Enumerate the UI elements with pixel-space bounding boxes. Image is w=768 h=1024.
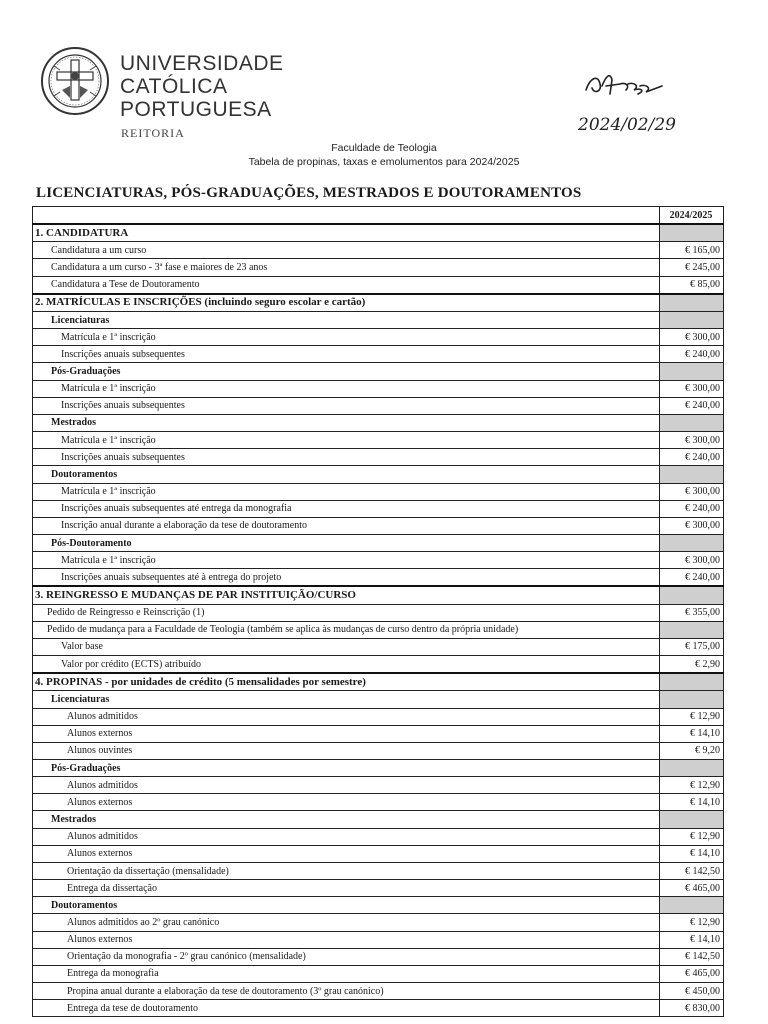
row-value [660, 311, 724, 328]
row-label: 4. PROPINAS - por unidades de crédito (5 mensalidades por semestre) [33, 673, 660, 691]
row-value [660, 621, 724, 638]
year-header-cell: 2024/2025 [660, 207, 724, 225]
row-label: Alunos externos [33, 845, 660, 862]
subsection-row [33, 466, 724, 483]
row-label: Pós-Graduações [33, 363, 660, 380]
row-label: Entrega da tese de doutoramento [33, 1000, 660, 1017]
handwritten-signature-and-date [576, 60, 716, 140]
row-value: € 465,00 [660, 880, 724, 897]
table-row [33, 983, 724, 1000]
row-label: Pós-Doutoramento [33, 534, 660, 551]
table-row [33, 777, 724, 794]
row-label: 1. CANDIDATURA [33, 224, 660, 242]
row-label: Alunos externos [33, 794, 660, 811]
row-label: Matrícula e 1ª inscrição [33, 483, 660, 500]
row-label: Propina anual durante a elaboração da tese de doutoramento (3º grau canónico) [33, 983, 660, 1000]
row-value: € 14,10 [660, 725, 724, 742]
row-label: Orientação da dissertação (mensalidade) [33, 862, 660, 879]
row-label: Doutoramentos [33, 466, 660, 483]
row-value: € 830,00 [660, 1000, 724, 1017]
table-row [33, 880, 724, 897]
row-label: Licenciaturas [33, 311, 660, 328]
row-value: € 300,00 [660, 517, 724, 534]
row-value: € 175,00 [660, 638, 724, 655]
section-header-row [33, 294, 724, 312]
table-row [33, 604, 724, 621]
section-header-row [33, 224, 724, 242]
table-row [33, 931, 724, 948]
row-label: Inscrições anuais subsequentes [33, 449, 660, 466]
row-value: € 355,00 [660, 604, 724, 621]
table-row [33, 397, 724, 414]
section-header-row [33, 673, 724, 691]
row-label: Matrícula e 1ª inscrição [33, 432, 660, 449]
row-label: Alunos externos [33, 931, 660, 948]
row-value: € 300,00 [660, 552, 724, 569]
row-value [660, 363, 724, 380]
row-label: Inscrições anuais subsequentes até à entrega do projeto [33, 569, 660, 587]
table-row [33, 276, 724, 294]
table-row [33, 845, 724, 862]
row-value: € 142,50 [660, 948, 724, 965]
section-header-row [33, 586, 724, 604]
row-value [660, 294, 724, 312]
row-label: Candidatura a Tese de Doutoramento [33, 276, 660, 294]
row-label: 3. REINGRESSO E MUDANÇAS DE PAR INSTITUIÇÃO/CURSO [33, 586, 660, 604]
table-row [33, 862, 724, 879]
table-row [33, 621, 724, 638]
table-subtitle: Tabela de propinas, taxas e emolumentos para 2024/2025 [248, 156, 520, 168]
subsection-row [33, 691, 724, 708]
table-row [33, 1000, 724, 1017]
subsection-row [33, 811, 724, 828]
header-label-cell [33, 207, 660, 225]
row-value [660, 673, 724, 691]
table-row [33, 794, 724, 811]
table-row [33, 329, 724, 346]
table-row [33, 708, 724, 725]
row-label: Inscrições anuais subsequentes [33, 346, 660, 363]
table-row [33, 259, 724, 276]
table-row [33, 242, 724, 259]
table-row [33, 569, 724, 587]
row-value: € 14,10 [660, 794, 724, 811]
row-label: Alunos externos [33, 725, 660, 742]
row-label: Mestrados [33, 811, 660, 828]
row-value: € 240,00 [660, 449, 724, 466]
table-row [33, 517, 724, 534]
row-label: Valor base [33, 638, 660, 655]
row-label: Alunos admitidos [33, 708, 660, 725]
row-value: € 12,90 [660, 708, 724, 725]
reitoria-label: REITORIA [121, 126, 185, 140]
table-row [33, 965, 724, 982]
table-row [33, 500, 724, 517]
table-row [33, 552, 724, 569]
row-label: Inscrição anual durante a elaboração da tese de doutoramento [33, 517, 660, 534]
table-row [33, 483, 724, 500]
row-value [660, 586, 724, 604]
row-value: € 14,10 [660, 845, 724, 862]
table-row [33, 742, 724, 759]
university-seal-logo [40, 46, 110, 116]
table-row [33, 948, 724, 965]
row-label: Orientação da monografia - 2º grau canónico (mensalidade) [33, 948, 660, 965]
row-value [660, 811, 724, 828]
row-value [660, 534, 724, 551]
row-label: Pedido de mudança para a Faculdade de Teologia (também se aplica às mudanças de curso dentro da própria unidade) [33, 621, 660, 638]
row-label: Alunos admitidos [33, 828, 660, 845]
university-name-line-1: UNIVERSIDADE [120, 52, 284, 75]
row-label: Entrega da monografia [33, 965, 660, 982]
table-row [33, 914, 724, 931]
university-name-line-2: CATÓLICA [120, 75, 228, 98]
faculty-name: Faculdade de Teologia [331, 142, 437, 154]
row-value [660, 760, 724, 777]
row-value: € 165,00 [660, 242, 724, 259]
table-row [33, 725, 724, 742]
row-label: Pós-Graduações [33, 760, 660, 777]
subsection-row [33, 760, 724, 777]
subsection-row [33, 363, 724, 380]
row-value: € 300,00 [660, 329, 724, 346]
row-value: € 12,90 [660, 914, 724, 931]
table-row [33, 380, 724, 397]
handwritten-date: 2024/02/29 [578, 115, 676, 135]
row-value: € 465,00 [660, 965, 724, 982]
row-value: € 85,00 [660, 276, 724, 294]
table-row [33, 656, 724, 674]
table-row [33, 449, 724, 466]
row-value: € 12,90 [660, 777, 724, 794]
row-value: € 9,20 [660, 742, 724, 759]
row-label: Mestrados [33, 414, 660, 431]
row-value [660, 414, 724, 431]
row-value: € 245,00 [660, 259, 724, 276]
table-row [33, 346, 724, 363]
row-value: € 300,00 [660, 380, 724, 397]
row-value [660, 224, 724, 242]
row-label: Alunos ouvintes [33, 742, 660, 759]
row-label: Alunos admitidos [33, 777, 660, 794]
row-label: Licenciaturas [33, 691, 660, 708]
row-value: € 240,00 [660, 346, 724, 363]
row-value: € 14,10 [660, 931, 724, 948]
table-row [33, 432, 724, 449]
row-label: 2. MATRÍCULAS E INSCRIÇÕES (incluindo seguro escolar e cartão) [33, 294, 660, 312]
row-label: Matrícula e 1ª inscrição [33, 329, 660, 346]
row-label: Candidatura a um curso - 3ª fase e maiores de 23 anos [33, 259, 660, 276]
table-row [33, 828, 724, 845]
row-value: € 450,00 [660, 983, 724, 1000]
row-value: € 240,00 [660, 397, 724, 414]
row-label: Alunos admitidos ao 2º grau canónico [33, 914, 660, 931]
row-label: Inscrições anuais subsequentes [33, 397, 660, 414]
row-value: € 2,90 [660, 656, 724, 674]
row-label: Pedido de Reingresso e Reinscrição (1) [33, 604, 660, 621]
fees-table [32, 206, 724, 1017]
row-value [660, 897, 724, 914]
row-value [660, 691, 724, 708]
row-value: € 300,00 [660, 483, 724, 500]
row-label: Entrega da dissertação [33, 880, 660, 897]
row-value: € 240,00 [660, 569, 724, 587]
table-header-row [33, 207, 724, 225]
subsection-row [33, 897, 724, 914]
row-label: Valor por crédito (ECTS) atribuído [33, 656, 660, 674]
subsection-row [33, 414, 724, 431]
subsection-row [33, 311, 724, 328]
row-label: Matrícula e 1ª inscrição [33, 380, 660, 397]
table-row [33, 638, 724, 655]
university-name-line-3: PORTUGUESA [120, 98, 272, 121]
document-title: LICENCIATURAS, PÓS-GRADUAÇÕES, MESTRADOS E DOUTORAMENTOS [36, 185, 582, 201]
row-value: € 300,00 [660, 432, 724, 449]
row-label: Doutoramentos [33, 897, 660, 914]
row-value: € 12,90 [660, 828, 724, 845]
row-label: Inscrições anuais subsequentes até entrega da monografia [33, 500, 660, 517]
row-value: € 142,50 [660, 862, 724, 879]
university-name [120, 52, 284, 121]
subsection-row [33, 534, 724, 551]
row-label: Matrícula e 1ª inscrição [33, 552, 660, 569]
row-value: € 240,00 [660, 500, 724, 517]
row-label: Candidatura a um curso [33, 242, 660, 259]
row-value [660, 466, 724, 483]
